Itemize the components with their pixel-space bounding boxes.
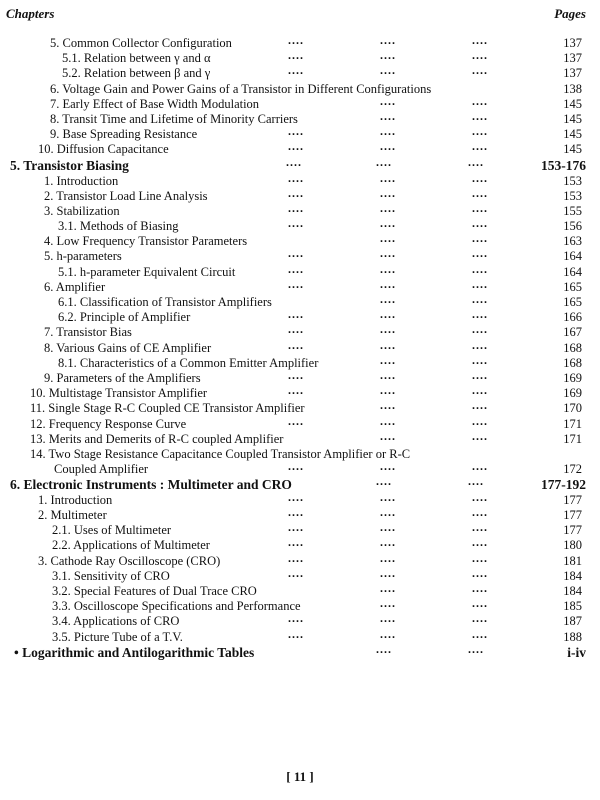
entry-page: 153-176: [541, 157, 586, 173]
dot-leader: ....: [380, 535, 396, 550]
entry-page: 138: [563, 81, 582, 96]
entry-title: 9. Base Spreading Resistance: [50, 127, 198, 142]
entry-title: 3.5. Picture Tube of a T.V.: [52, 629, 183, 644]
dot-leader: ....: [380, 367, 396, 382]
dot-leader: ....: [380, 565, 396, 580]
chapters-heading: Chapters: [6, 6, 55, 21]
dot-leader: ....: [288, 367, 304, 382]
entry-page: 169: [563, 386, 582, 401]
dot-leader: ....: [472, 337, 488, 352]
entry-page: 163: [563, 234, 582, 249]
entry-title: 6. Voltage Gain and Power Gains of a Transistor in Different Configurations: [50, 81, 432, 96]
page-number: [ 11 ]: [286, 769, 314, 784]
dot-leader: ....: [472, 398, 488, 413]
dot-leader: ....: [472, 505, 488, 520]
dot-leader: ....: [288, 520, 304, 535]
dot-leader: ....: [380, 124, 396, 139]
entry-page: 187: [563, 614, 582, 629]
dot-leader: ....: [380, 139, 396, 154]
dot-leader: ....: [380, 550, 396, 565]
dot-leader: ....: [380, 611, 396, 626]
dot-leader: ....: [288, 626, 304, 641]
toc-entry: [0, 383, 600, 401]
dot-leader: ....: [472, 565, 488, 580]
toc-entry: [0, 626, 600, 645]
dot-leader: ....: [380, 581, 396, 595]
dot-leader: ....: [468, 641, 484, 656]
entry-title: 13. Merits and Demerits of R-C coupled Amplifier: [30, 431, 284, 446]
entry-page: 166: [563, 310, 582, 325]
dot-leader: ....: [472, 231, 488, 246]
entry-page: 184: [563, 584, 582, 598]
entry-page: 171: [563, 431, 582, 446]
toc-entry: [0, 216, 600, 234]
dot-leader: ....: [472, 367, 488, 382]
entry-page: 188: [563, 629, 582, 644]
dot-leader: ....: [472, 611, 488, 626]
dot-leader: ....: [288, 246, 304, 261]
dot-leader: ....: [472, 216, 488, 231]
dot-leader: ....: [380, 337, 396, 352]
dot-leader: ....: [472, 139, 488, 154]
dot-leader: ....: [468, 473, 484, 488]
dot-leader: ....: [288, 505, 304, 520]
entry-title-continued: Coupled Amplifier: [54, 461, 149, 476]
dot-leader: ....: [472, 276, 488, 291]
entry-title: 3. Stabilization: [44, 203, 120, 218]
dot-leader: ....: [288, 139, 304, 154]
entry-page: 170: [563, 401, 582, 416]
dot-leader: ....: [288, 322, 304, 337]
entry-title: 6. Amplifier: [44, 279, 106, 294]
entry-title: 2. Transistor Load Line Analysis: [44, 188, 208, 203]
dot-leader: ....: [472, 93, 488, 108]
entry-page: 145: [563, 111, 582, 126]
dot-leader: ....: [380, 307, 396, 322]
dot-leader: ....: [472, 108, 488, 123]
dot-leader: ....: [472, 626, 488, 641]
dot-leader: ....: [380, 93, 396, 108]
toc-entry: [0, 93, 600, 112]
entry-title: 3.2. Special Features of Dual Trace CRO: [52, 584, 257, 598]
dot-leader: ....: [288, 611, 304, 626]
dot-leader: ....: [472, 185, 488, 200]
dot-leader: ....: [380, 596, 396, 611]
entry-page: 168: [563, 355, 582, 370]
dot-leader: ....: [380, 458, 396, 473]
dot-leader: ....: [472, 535, 488, 550]
dot-leader: ....: [380, 200, 396, 215]
dot-leader: ....: [472, 307, 488, 322]
dot-leader: ....: [472, 428, 488, 443]
dot-leader: ....: [286, 154, 302, 169]
dot-leader: ....: [472, 550, 488, 565]
entry-title: 6.1. Classification of Transistor Amplifiers: [58, 295, 272, 309]
entry-page: 145: [563, 127, 582, 142]
toc-entries: [0, 33, 600, 661]
entry-page: 172: [563, 461, 582, 476]
entry-title: 8.1. Characteristics of a Common Emitter Amplifier: [58, 355, 319, 370]
dot-leader: ....: [472, 581, 488, 595]
dot-leader: ....: [380, 520, 396, 535]
entry-title: 1. Introduction: [38, 492, 113, 507]
dot-leader: ....: [380, 216, 396, 231]
dot-leader: ....: [380, 413, 396, 428]
entry-title: 8. Transit Time and Lifetime of Minority Carriers: [50, 111, 298, 126]
entry-page: 137: [563, 66, 582, 81]
dot-leader: ....: [288, 261, 304, 276]
toc-entry: [0, 63, 600, 81]
entry-title: 9. Parameters of the Amplifiers: [44, 370, 201, 385]
entry-page: 177: [563, 492, 582, 507]
entry-title: 5. Transistor Biasing: [10, 157, 129, 173]
dot-leader: ....: [288, 458, 304, 473]
entry-title: 3.4. Applications of CRO: [52, 614, 180, 629]
entry-page: 177-192: [541, 476, 586, 492]
entry-page: 180: [563, 538, 582, 553]
toc-entry: [0, 447, 600, 477]
dot-leader: ....: [380, 261, 396, 276]
entry-page: 171: [563, 416, 582, 431]
entry-title: 10. Diffusion Capacitance: [38, 142, 169, 157]
dot-leader: ....: [380, 63, 396, 78]
dot-leader: ....: [376, 641, 392, 656]
dot-leader: ....: [288, 383, 304, 398]
entry-page: 168: [563, 340, 582, 355]
dot-leader: ....: [288, 565, 304, 580]
dot-leader: ....: [288, 307, 304, 322]
entry-title: 4. Low Frequency Transistor Parameters: [44, 234, 248, 249]
entry-title: 3.1. Sensitivity of CRO: [52, 568, 170, 583]
dot-leader: ....: [472, 596, 488, 611]
dot-leader: ....: [380, 33, 396, 47]
entry-page: 164: [563, 264, 582, 279]
dot-leader: ....: [288, 337, 304, 352]
dot-leader: ....: [376, 154, 392, 169]
entry-title: • Logarithmic and Antilogarithmic Tables: [14, 644, 255, 660]
entry-title: 2.1. Uses of Multimeter: [52, 523, 172, 538]
dot-leader: ....: [288, 276, 304, 291]
dot-leader: ....: [380, 626, 396, 641]
dot-leader: ....: [472, 124, 488, 139]
entry-page: 145: [563, 96, 582, 111]
entry-page: 155: [563, 203, 582, 218]
dot-leader: ....: [380, 170, 396, 185]
toc-entry: [0, 581, 600, 599]
dot-leader: ....: [472, 383, 488, 398]
dot-leader: ....: [288, 200, 304, 215]
dot-leader: ....: [288, 63, 304, 78]
entry-page: 164: [563, 249, 582, 264]
entry-page: 177: [563, 523, 582, 538]
entry-page: 165: [563, 295, 582, 309]
toc-entry: [0, 82, 600, 97]
dot-leader: ....: [288, 48, 304, 63]
entry-page: 137: [563, 36, 582, 50]
dot-leader: ....: [472, 246, 488, 261]
toc-entry: [0, 428, 600, 447]
dot-leader: ....: [472, 352, 488, 367]
entry-title: 3.3. Oscilloscope Specifications and Performance: [52, 599, 301, 614]
dot-leader: ....: [468, 154, 484, 169]
dot-leader: ....: [288, 216, 304, 231]
dot-leader: ....: [380, 185, 396, 200]
dot-leader: ....: [288, 550, 304, 565]
entry-title: 7. Transistor Bias: [44, 325, 132, 340]
entry-title: 8. Various Gains of CE Amplifier: [44, 340, 212, 355]
dot-leader: ....: [380, 48, 396, 63]
entry-title: 2. Multimeter: [38, 508, 107, 523]
dot-leader: ....: [380, 398, 396, 413]
dot-leader: ....: [472, 413, 488, 428]
dot-leader: ....: [288, 170, 304, 185]
dot-leader: ....: [376, 473, 392, 488]
entry-page: 165: [563, 279, 582, 294]
entry-title: 5.2. Relation between β and γ: [62, 66, 211, 81]
toc-entry: [0, 565, 600, 584]
entry-page: 137: [563, 51, 582, 66]
dot-leader: ....: [380, 108, 396, 123]
entry-title: 3. Cathode Ray Oscilloscope (CRO): [38, 553, 221, 568]
dot-leader: ....: [472, 170, 488, 185]
entry-page: 145: [563, 142, 582, 157]
dot-leader: ....: [472, 458, 488, 473]
toc-entry: [0, 276, 600, 295]
dot-leader: ....: [380, 489, 396, 504]
entry-title: 6.2. Principle of Amplifier: [58, 310, 191, 325]
dot-leader: ....: [380, 428, 396, 443]
dot-leader: ....: [288, 413, 304, 428]
dot-leader: ....: [472, 48, 488, 63]
entry-title: 5.1. h-parameter Equivalent Circuit: [58, 264, 236, 279]
dot-leader: ....: [288, 185, 304, 200]
dot-leader: ....: [472, 489, 488, 504]
dot-leader: ....: [472, 520, 488, 535]
entry-title: 10. Multistage Transistor Amplifier: [30, 386, 208, 401]
dot-leader: ....: [288, 33, 304, 47]
dot-leader: ....: [380, 352, 396, 367]
entry-title: 11. Single Stage R-C Coupled CE Transistor Amplifier: [30, 401, 305, 416]
dot-leader: ....: [380, 322, 396, 337]
dot-leader: ....: [472, 63, 488, 78]
dot-leader: ....: [380, 292, 396, 306]
entry-page: i-iv: [567, 644, 586, 660]
dot-leader: ....: [472, 200, 488, 215]
entry-title: 5. Common Collector Configuration: [50, 36, 232, 50]
entry-page: 153: [563, 188, 582, 203]
pages-heading: Pages: [554, 6, 586, 21]
entry-title: 5.1. Relation between γ and α: [62, 51, 211, 66]
toc-entry: [0, 413, 600, 432]
entry-page: 167: [563, 325, 582, 340]
dot-leader: ....: [380, 246, 396, 261]
dot-leader: ....: [472, 261, 488, 276]
dot-leader: ....: [472, 292, 488, 306]
entry-title: 7. Early Effect of Base Width Modulation: [50, 96, 260, 111]
entry-title: 3.1. Methods of Biasing: [58, 219, 179, 234]
dot-leader: ....: [380, 276, 396, 291]
toc-entry: [0, 337, 600, 356]
dot-leader: ....: [288, 124, 304, 139]
entry-title: 12. Frequency Response Curve: [30, 416, 187, 431]
dot-leader: ....: [288, 535, 304, 550]
entry-title: 6. Electronic Instruments : Multimeter and CRO: [10, 476, 292, 492]
entry-page: 169: [563, 370, 582, 385]
entry-page: 184: [563, 568, 582, 583]
dot-leader: ....: [380, 231, 396, 246]
entry-title: 5. h-parameters: [44, 249, 122, 264]
entry-page: 177: [563, 508, 582, 523]
dot-leader: ....: [472, 322, 488, 337]
entry-title: 14. Two Stage Resistance Capacitance Coupled Transistor Amplifier or R-C: [30, 446, 411, 461]
dot-leader: ....: [380, 505, 396, 520]
entry-page: 156: [563, 219, 582, 234]
dot-leader: ....: [380, 383, 396, 398]
dot-leader: ....: [288, 489, 304, 504]
entry-title: 2.2. Applications of Multimeter: [52, 538, 210, 553]
dot-leader: ....: [472, 33, 488, 47]
entry-title: 1. Introduction: [44, 173, 119, 188]
entry-page: 181: [563, 553, 582, 568]
entry-page: 153: [563, 173, 582, 188]
entry-page: 185: [563, 599, 582, 614]
toc-chapter: [0, 641, 600, 661]
